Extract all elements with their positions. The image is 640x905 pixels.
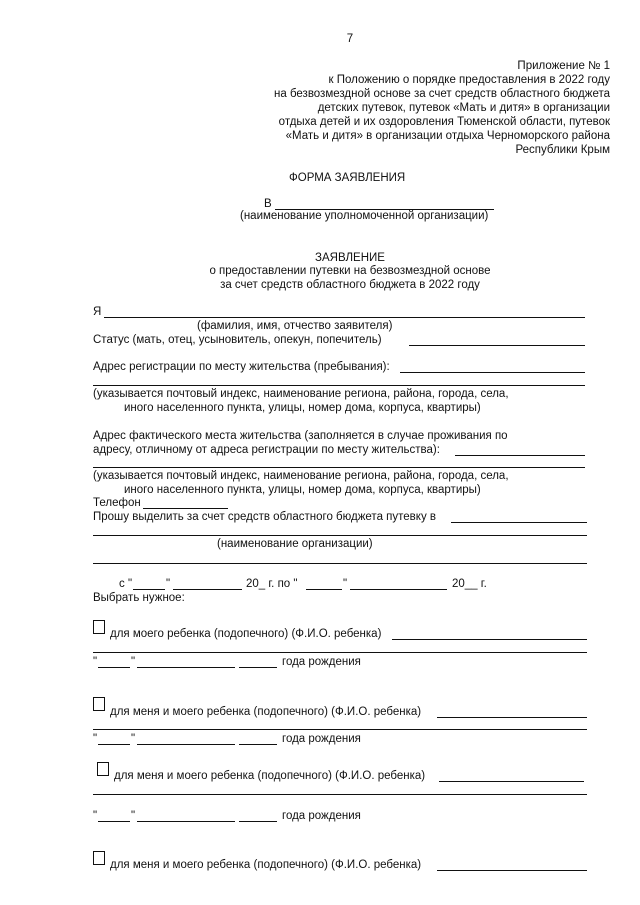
phone-field[interactable] bbox=[143, 508, 228, 509]
status-field[interactable] bbox=[409, 345, 585, 346]
appendix-line: детских путевок, путевок «Мать и дитя» в организации bbox=[317, 102, 610, 114]
option-label: для меня и моего ребенка (подопечного) (Ф.И.О. ребенка) bbox=[110, 706, 422, 718]
appendix-line: к Положению о порядке предоставления в 2022 году bbox=[328, 74, 610, 86]
actual-address-field-2[interactable] bbox=[93, 467, 585, 468]
applicant-prefix: Я bbox=[93, 306, 102, 318]
birth-quote: " bbox=[131, 733, 136, 745]
option-child-name-field-2[interactable] bbox=[93, 794, 587, 795]
period-from-month-field[interactable] bbox=[173, 589, 242, 590]
birth-year-field[interactable] bbox=[239, 821, 277, 822]
actual-address-field[interactable] bbox=[455, 455, 585, 456]
option-child-name-field[interactable] bbox=[392, 639, 587, 640]
birth-month-field[interactable] bbox=[137, 667, 235, 668]
request-org-field-2[interactable] bbox=[93, 535, 587, 536]
option-checkbox[interactable] bbox=[93, 851, 105, 865]
period-from-day-field[interactable] bbox=[133, 589, 165, 590]
birth-day-field[interactable] bbox=[98, 744, 130, 745]
address-hint: иного населенного пункта, улицы, номер дома, корпуса, квартиры) bbox=[124, 402, 481, 414]
birth-year-field[interactable] bbox=[239, 744, 277, 745]
status-label: Статус (мать, отец, усыновитель, опекун, попечитель) bbox=[93, 334, 382, 346]
org-caption: (наименование организации) bbox=[217, 538, 373, 550]
page-number: 7 bbox=[346, 33, 354, 45]
reg-address-field[interactable] bbox=[400, 372, 585, 373]
address-hint: иного населенного пункта, улицы, номер дома, корпуса, квартиры) bbox=[124, 484, 481, 496]
birth-month-field[interactable] bbox=[137, 821, 235, 822]
period-year: 20__ г. bbox=[452, 578, 487, 590]
appendix-line: Республики Крым bbox=[515, 144, 610, 156]
statement-title: ЗАЯВЛЕНИЕ bbox=[315, 252, 385, 264]
option-child-name-field[interactable] bbox=[437, 870, 587, 871]
birth-day-field[interactable] bbox=[98, 667, 130, 668]
form-title: ФОРМА ЗАЯВЛЕНИЯ bbox=[289, 172, 406, 184]
option-checkbox[interactable] bbox=[93, 620, 105, 634]
option-label: для моего ребенка (подопечного) (Ф.И.О. ребенка) bbox=[110, 628, 382, 640]
appendix-line: Приложение № 1 bbox=[517, 60, 610, 72]
statement-subtitle: за счет средств областного бюджета в 2022 году bbox=[220, 279, 480, 291]
address-hint: (указывается почтовый индекс, наименование региона, района, города, села, bbox=[93, 388, 509, 400]
period-quote: " bbox=[166, 578, 171, 590]
birth-quote: " bbox=[131, 656, 136, 668]
applicant-caption: (фамилия, имя, отчество заявителя) bbox=[197, 320, 393, 332]
request-org-field-3[interactable] bbox=[93, 563, 587, 564]
period-to: 20_ г. по " bbox=[246, 578, 298, 590]
option-checkbox[interactable] bbox=[97, 762, 109, 776]
choose-label: Выбрать нужное: bbox=[93, 592, 185, 604]
option-checkbox[interactable] bbox=[93, 697, 105, 711]
actual-address-label: Адрес фактического места жительства (заполняется в случае проживания по bbox=[93, 430, 508, 442]
applicant-name-field[interactable] bbox=[104, 317, 585, 318]
reg-address-field-2[interactable] bbox=[93, 385, 585, 386]
birth-label: года рождения bbox=[282, 733, 361, 745]
appendix-line: отдыха детей и их оздоровления Тюменской области, путевок bbox=[278, 116, 610, 128]
address-hint: (указывается почтовый индекс, наименование региона, района, города, села, bbox=[93, 470, 509, 482]
option-label: для меня и моего ребенка (подопечного) (Ф.И.О. ребенка) bbox=[114, 770, 426, 782]
birth-quote: " bbox=[93, 656, 98, 668]
option-child-name-field[interactable] bbox=[437, 717, 587, 718]
birth-month-field[interactable] bbox=[137, 744, 235, 745]
appendix-line: на безвозмездной основе за счет средств областного бюджета bbox=[274, 88, 610, 100]
request-org-field[interactable] bbox=[451, 522, 587, 523]
period-to-month-field[interactable] bbox=[350, 589, 447, 590]
period-quote: " bbox=[343, 578, 348, 590]
option-label: для меня и моего ребенка (подопечного) (Ф.И.О. ребенка) bbox=[110, 859, 422, 871]
birth-label: года рождения bbox=[282, 810, 361, 822]
reg-address-label: Адрес регистрации по месту жительства (пребывания): bbox=[93, 361, 390, 373]
period-to-day-field[interactable] bbox=[306, 589, 342, 590]
birth-quote: " bbox=[131, 810, 136, 822]
period-from: с " bbox=[119, 578, 133, 590]
option-child-name-field-2[interactable] bbox=[93, 652, 587, 653]
appendix-line: «Мать и дитя» в организации отдыха Черноморского района bbox=[285, 130, 610, 142]
birth-label: года рождения bbox=[282, 656, 361, 668]
birth-day-field[interactable] bbox=[98, 821, 130, 822]
birth-quote: " bbox=[93, 810, 98, 822]
option-child-name-field[interactable] bbox=[439, 781, 584, 782]
request-label: Прошу выделить за счет средств областного бюджета путевку в bbox=[93, 511, 436, 523]
recipient-caption: (наименование уполномоченной организации) bbox=[240, 210, 489, 222]
recipient-prefix: В bbox=[264, 198, 272, 210]
option-child-name-field-2[interactable] bbox=[93, 729, 587, 730]
birth-year-field[interactable] bbox=[239, 667, 277, 668]
birth-quote: " bbox=[93, 733, 98, 745]
statement-subtitle: о предоставлении путевки на безвозмездной основе bbox=[209, 265, 491, 277]
phone-label: Телефон bbox=[93, 497, 141, 509]
actual-address-label: адресу, отличному от адреса регистрации по месту жительства): bbox=[93, 444, 440, 456]
